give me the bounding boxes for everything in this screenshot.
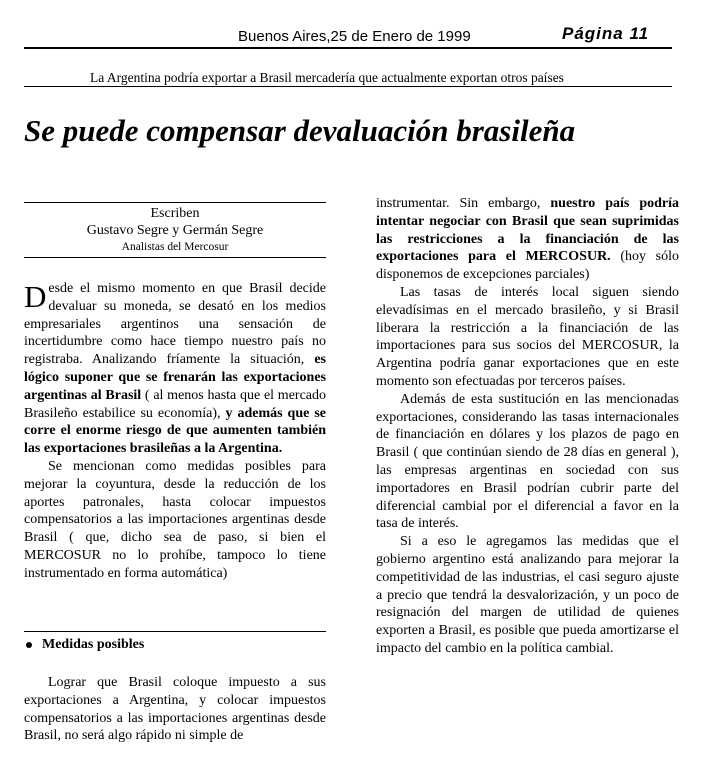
section-rule — [24, 631, 326, 632]
bold-run: nuestro país podría intentar negociar con Brasil que sean suprimidas las restricciones a la financiación de las exportaciones para el MERCOSUR. — [376, 196, 680, 265]
subtitle: La Argentina podría exportar a Brasil mercadería que actualmente exportan otros países — [90, 70, 564, 85]
text-run: esde el mismo momento en que Brasil decide devaluar su moneda, se desató en los medios empresariales argentinos una sensación de incertidumbre como hace tiempo nuestro país no registraba. Analizando fríamente la situación, — [24, 281, 326, 368]
header-rule — [24, 47, 672, 49]
section-heading — [24, 637, 144, 653]
right-paragraph-1 — [376, 195, 679, 284]
headline: Se puede compensar devaluación brasileña — [24, 113, 576, 148]
byline-authors: Gustavo Segre y Germán Segre — [86, 223, 264, 238]
right-paragraph-3: Además de esta sustitución en las mencionadas exportaciones, considerando las tasas internacionales de financiación en dólares y los plazos de pago en Brasil ( que continúan siendo de 28 días en general ), las empresas argentinas en sociedad con sus importadores en Brasil podrían cubrir parte del diferencial cambial por el diferencial a favor en la tasa de interés. — [376, 391, 679, 532]
byline-label: Escriben — [150, 206, 200, 221]
left-column-continued — [24, 674, 326, 745]
byline-bottom-rule — [24, 257, 326, 258]
text-run: instrumentar. Sin embargo, — [376, 196, 541, 211]
bullet-icon — [26, 642, 32, 648]
left-column — [24, 280, 326, 583]
byline-role: Analistas del Mercosur — [121, 241, 229, 253]
right-paragraph-2: Las tasas de interés local siguen siendo elevadísimas en el mercado brasileño, y si Brasil liberara la restricción a la financiación de las importaciones para sus socios del MERCOSUR, la Argentina podría ganar exportaciones que en este momento son efectuadas por terceros países. — [376, 284, 679, 389]
byline-top-rule — [24, 202, 326, 203]
section-heading-text: Medidas posibles — [42, 637, 145, 652]
text-run: (hoy sólo disponemos de excepciones parciales) — [376, 249, 680, 283]
text-run: ( al menos hasta que el mercado Brasileño estabilice su economía), — [24, 387, 327, 421]
subtitle-rule — [24, 86, 672, 87]
left-paragraph-1 — [24, 280, 326, 458]
left-paragraph-3: Lograr que Brasil coloque impuesto a sus exportaciones a Argentina, y colocar impuestos compensatorios a las importaciones argentinas desde Brasil, no será algo rápido ni simple de — [24, 675, 326, 744]
dateline: Buenos Aires,25 de Enero de 1999 — [238, 28, 471, 45]
right-paragraph-4: Si a eso le agregamos las medidas que el gobierno argentino está analizando para mejorar la competitividad de las industrias, el casi seguro ajuste a precio que tendrá la desvalorización, y un poco de resignación del margen de utilidad de quienes exporten a Brasil, es posible que pueda amortizarse el impacto del cambio en la política cambial. — [376, 534, 679, 656]
drop-cap: D — [24, 279, 47, 314]
right-column — [376, 195, 679, 658]
bold-run: es lógico suponer que se frenarán las exportaciones argentinas al Brasil — [24, 352, 326, 403]
left-paragraph-2: Se mencionan como medidas posibles para mejorar la coyuntura, desde la reducción de los aportes patronales, hasta colocar impuestos compensatorios a las importaciones argentinas desde Brasil ( que, dicho sea de paso, si bien el MERCOSUR no lo prohíbe, tampoco lo tiene instrumentado en forma automática) — [24, 458, 326, 581]
bold-run: y además que se corre el enorme riesgo de que aumenten también las exportaciones brasileñas a la Argentina. — [24, 405, 326, 457]
page-number: Página 11 — [562, 24, 650, 43]
